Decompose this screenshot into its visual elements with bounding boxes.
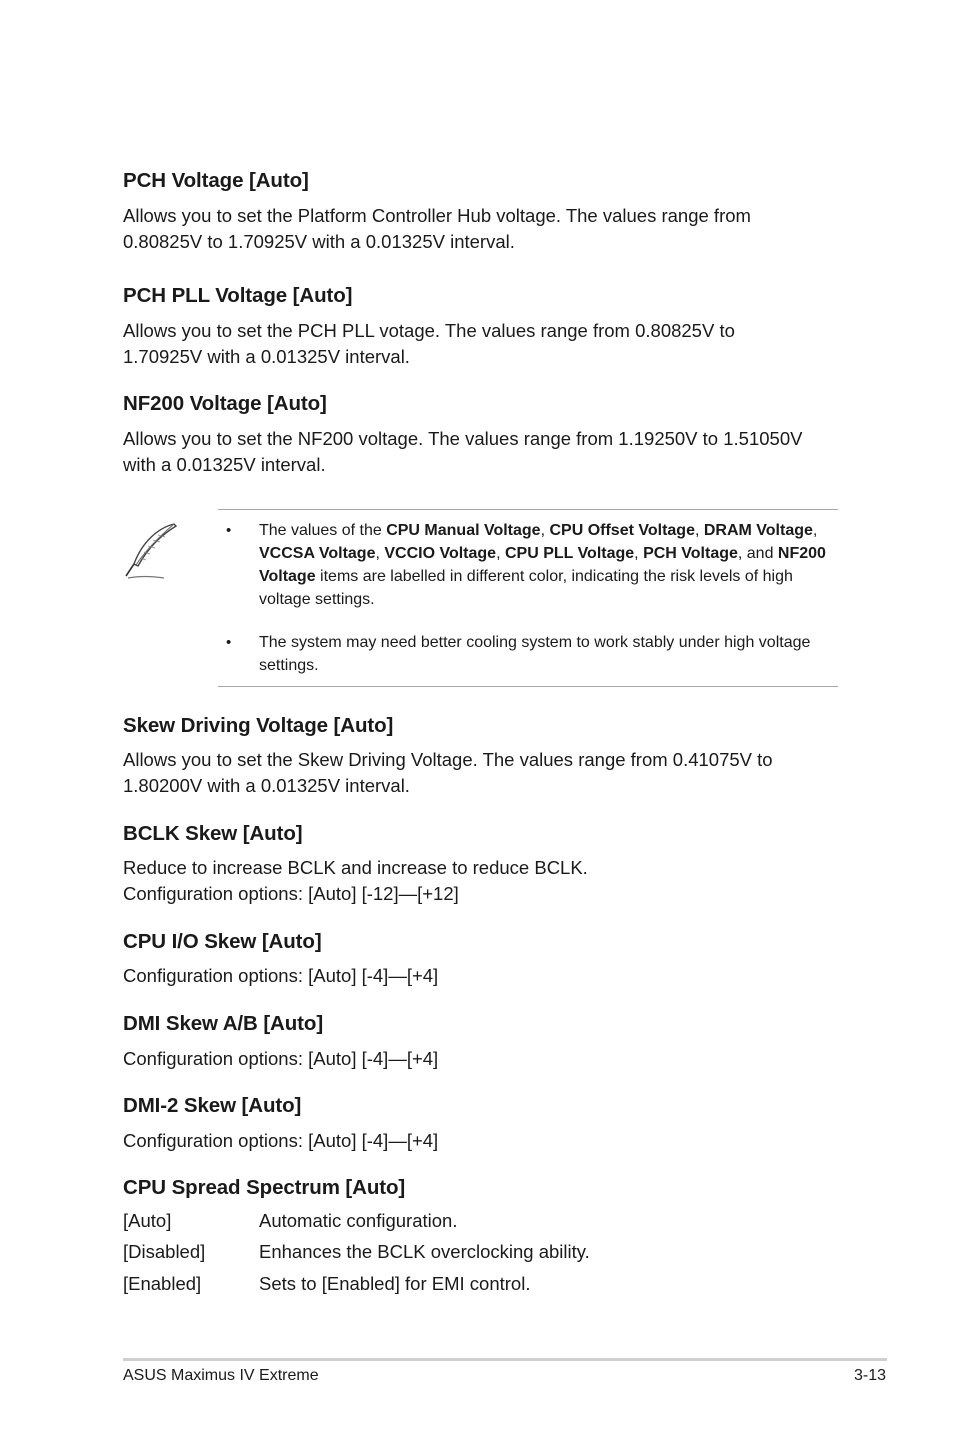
section-heading: DMI-2 Skew [Auto] <box>123 1094 302 1117</box>
body-line: 1.70925V with a 0.01325V interval. <box>123 346 410 367</box>
note-text: items are labelled in different color, indicating the risk levels of high voltage settings. <box>259 568 793 608</box>
bullet: • <box>226 634 232 651</box>
note-text: , <box>694 522 704 539</box>
section-body <box>123 747 853 799</box>
section-body <box>123 426 853 478</box>
section-heading: CPU I/O Skew [Auto] <box>123 930 322 953</box>
section-heading: DMI Skew A/B [Auto] <box>123 1012 324 1035</box>
section-body <box>123 318 853 370</box>
footer-rule <box>123 1358 887 1361</box>
body-line: Reduce to increase BCLK and increase to reduce BCLK. <box>123 857 588 878</box>
page-number: 3-13 <box>853 1367 886 1384</box>
option-desc: Enhances the BCLK overclocking ability. <box>259 1241 590 1262</box>
note-item-1 <box>259 519 837 611</box>
note-bold: CPU PLL Voltage <box>504 545 635 562</box>
body-line: Configuration options: [Auto] [-4]—[+4] <box>123 1048 439 1069</box>
section-heading: NF200 Voltage [Auto] <box>123 392 327 415</box>
body-line: with a 0.01325V interval. <box>123 454 326 475</box>
section-heading: Skew Driving Voltage [Auto] <box>123 714 394 737</box>
section-heading: PCH PLL Voltage [Auto] <box>123 284 353 307</box>
note-bold: PCH Voltage <box>643 545 738 562</box>
note-text: , <box>812 522 818 539</box>
option-key: [Disabled] <box>123 1241 206 1262</box>
bullet: • <box>226 522 232 539</box>
section-body <box>123 963 853 989</box>
section-body <box>123 203 853 255</box>
body-line: Configuration options: [Auto] [-4]—[+4] <box>123 965 439 986</box>
body-line: Allows you to set the NF200 voltage. The values range from 1.19250V to 1.51050V <box>123 428 803 449</box>
note-box <box>218 509 838 687</box>
body-line: Allows you to set the Platform Controller Hub voltage. The values range from <box>123 205 751 226</box>
option-desc: Automatic configuration. <box>259 1210 458 1231</box>
option-desc: Sets to [Enabled] for EMI control. <box>259 1273 531 1294</box>
section-heading: BCLK Skew [Auto] <box>123 822 303 845</box>
note-text: , and <box>737 545 778 562</box>
body-line: 0.80825V to 1.70925V with a 0.01325V interval. <box>123 231 515 252</box>
note-bold: NF200 Voltage <box>259 545 826 585</box>
body-line: Configuration options: [Auto] [-4]—[+4] <box>123 1130 439 1151</box>
note-text: , <box>634 545 644 562</box>
option-key: [Auto] <box>123 1210 172 1231</box>
option-key: [Enabled] <box>123 1273 202 1294</box>
footer-title: ASUS Maximus IV Extreme <box>123 1367 319 1384</box>
feather-pen-icon <box>120 520 182 582</box>
body-line: Allows you to set the PCH PLL votage. The values range from 0.80825V to <box>123 320 735 341</box>
note-bold: DRAM Voltage <box>703 522 813 539</box>
note-bold: CPU Manual Voltage <box>386 522 541 539</box>
section-body <box>123 1128 853 1154</box>
note-text: , <box>375 545 385 562</box>
note-text: , <box>540 522 550 539</box>
note-bold: VCCSA Voltage <box>259 545 376 562</box>
note-text: , <box>496 545 505 562</box>
note-item-2: The system may need better cooling system to work stably under high voltage settings. <box>259 634 811 674</box>
body-line: Configuration options: [Auto] [-12]—[+12] <box>123 883 459 904</box>
note-bold: VCCIO Voltage <box>384 545 497 562</box>
section-heading: CPU Spread Spectrum [Auto] <box>123 1176 406 1199</box>
body-line: 1.80200V with a 0.01325V interval. <box>123 775 410 796</box>
section-heading: PCH Voltage [Auto] <box>123 169 309 192</box>
section-body <box>123 855 853 907</box>
section-body <box>123 1046 853 1072</box>
note-text: The values of the <box>259 522 387 539</box>
note-bold: CPU Offset Voltage <box>549 522 695 539</box>
body-line: Allows you to set the Skew Driving Voltage. The values range from 0.41075V to <box>123 749 773 770</box>
